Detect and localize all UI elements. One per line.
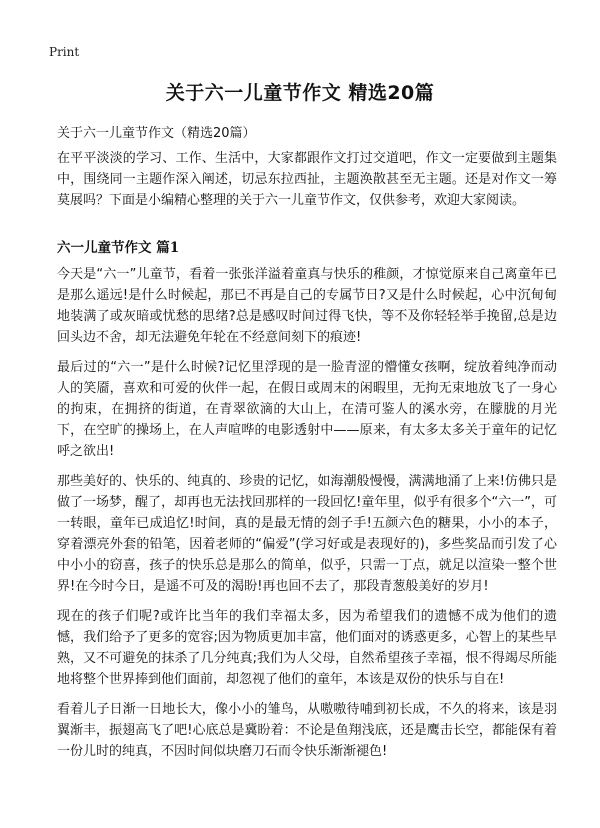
essay-paragraph-4: 现在的孩子们呢?或许比当年的我们幸福太多，因为希望我们的遗憾不成为他们的遗憾，我们给予了更多的宽容;因为物质更加丰富，他们面对的诱惑更多，心智上的某些早熟，又不可避免的抹杀了几分纯真;我们为人父母，自然希望孩子幸福，恨不得竭尽所能地将整个世界捧到他们面前，却忽视了他们的童年，本该是双份的快乐与自在! — [57, 609, 557, 687]
intro-block — [57, 148, 557, 211]
essay-paragraph-1: 今天是“六一”儿童节，看着一张张洋溢着童真与快乐的稚颜，才惊觉原来自己离童年已是那么遥远!是什么时候起，那已不再是自己的专属节日?又是什么时候起，心中沉甸甸地装满了或灰暗或忧愁的思绪?总是感叹时间过得飞快，等不及你轻轻举手挽留,总是边回头边不舍，却无法避免年轮在不经意间刻下的痕迹! — [57, 267, 557, 345]
page-title: 关于六一儿童节作文 精选20篇 — [165, 82, 435, 104]
essay-paragraph-5: 看着儿子日渐一日地长大，像小小的雏鸟，从嗷嗷待哺到初长成，不久的将来，该是羽翼渐丰，振翅高飞了吧!心底总是冀盼着：不论是鱼翔浅底，还是鹰击长空，都能保有着一份儿时的纯真，不因时间似块磨刀石而令快乐渐渐褪色! — [57, 702, 557, 759]
section-heading: 六一儿童节作文 篇1 — [57, 240, 180, 256]
article-subtitle: 关于六一儿童节作文（精选20篇） — [57, 126, 256, 141]
intro-paragraph: 在平平淡淡的学习、工作、生活中，大家都跟作文打过交道吧，作文一定要做到主题集中，围绕同一主题作深入阐述，切忌东拉西扯，主题涣散甚至无主题。还是对作文一筹莫展吗？下面是小编精心整理的关于六一儿童节作文，仅供参考，欢迎大家阅读。 — [57, 151, 557, 208]
essay-paragraph-2: 最后过的“六一”是什么时候?记忆里浮现的是一脸青涩的懵懂女孩啊，绽放着纯净而动人的笑靥，喜欢和可爱的伙伴一起，在假日或周末的闲暇里，无拘无束地放飞了一身心的拘束，在拥挤的街道，在青翠欲滴的大山上，在清可鉴人的溪水旁，在朦胧的月光下，在空旷的操场上，在人声喧哗的电影透射中——原来，有太多太多关于童年的记忆呼之欲出! — [57, 360, 557, 459]
essay-body — [57, 264, 557, 771]
essay-paragraph-3: 那些美好的、快乐的、纯真的、珍贵的记忆，如海潮般慢慢，满满地涌了上来!仿佛只是做了一场梦，醒了，却再也无法找回那样的一段回忆!童年里，似乎有很多个“六一”，可一转眼，童年已成追忆!时间，真的是最无情的刽子手!五颜六色的糖果，小小的本子，穿着漂亮外套的铅笔，因着老师的“偏爱”(学习好或是表现好的)，多些奖品而引发了心中小小的窃喜，孩子的快乐总是那么的简单，似乎，只需一丁点，就足以渲染一整个世界!在今时今日，是遥不可及的渴盼!再也回不去了，那段青葱般美好的岁月! — [57, 474, 557, 594]
print-link[interactable]: Print — [49, 45, 80, 59]
